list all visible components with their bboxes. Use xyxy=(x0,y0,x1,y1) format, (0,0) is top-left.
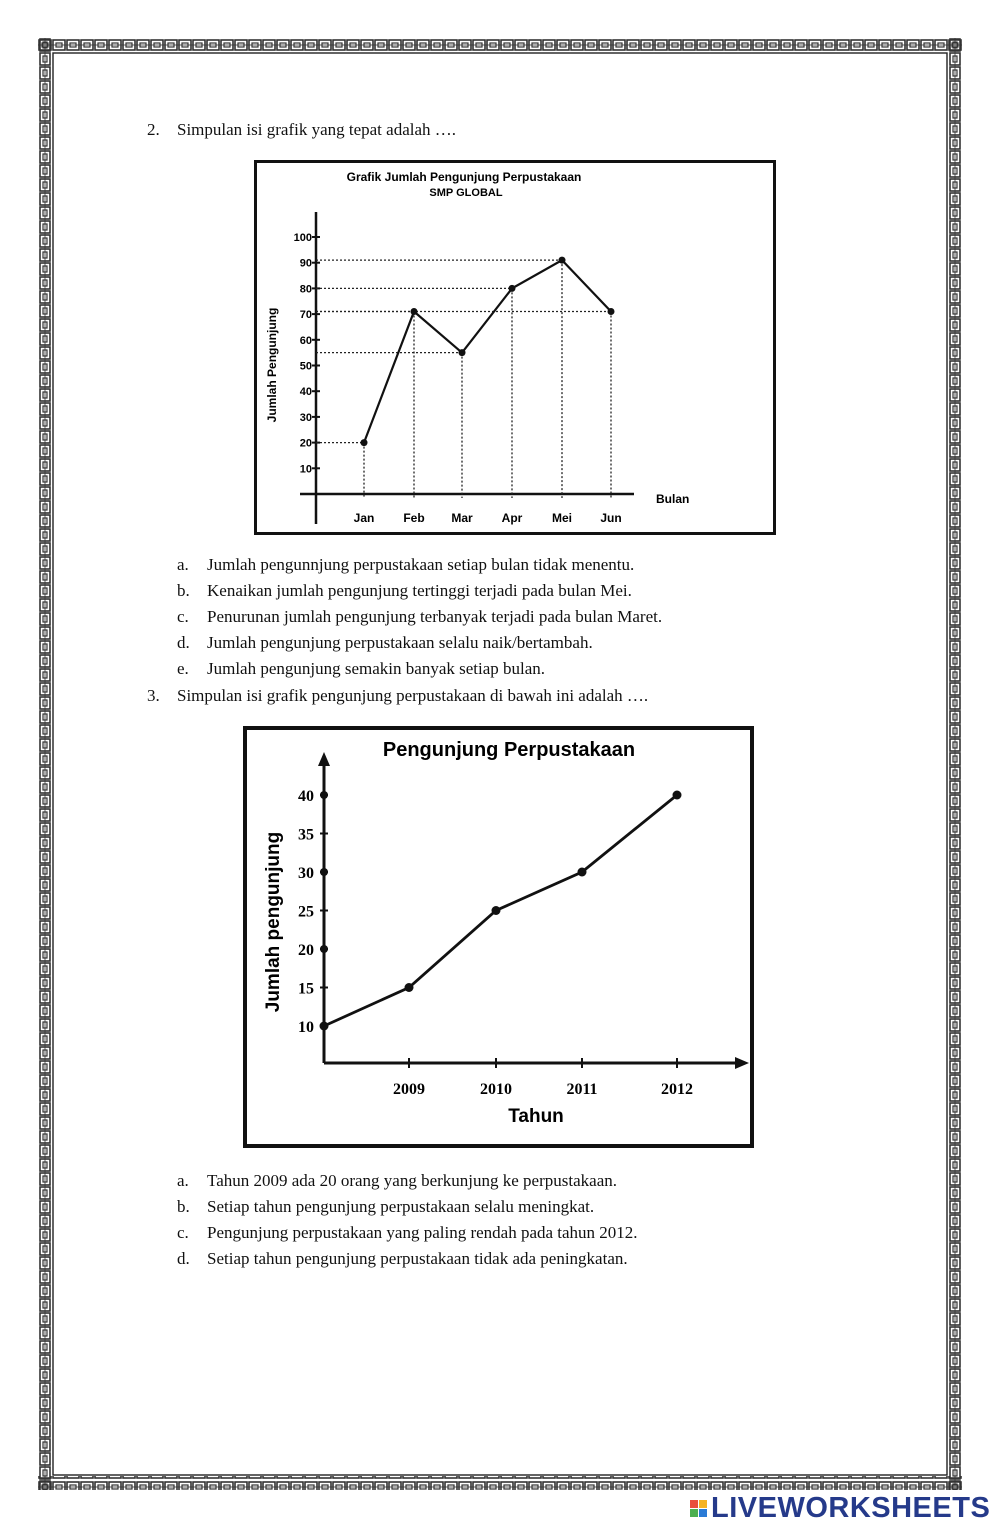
option-letter: a. xyxy=(177,555,189,574)
option-text: Jumlah pengunjung semakin banyak setiap bulan. xyxy=(207,659,546,678)
question-text: Simpulan isi grafik pengunjung perpustakaan di bawah ini adalah …. xyxy=(177,686,649,705)
data-point xyxy=(492,906,501,915)
data-point xyxy=(320,1022,329,1031)
y-tick-label: 25 xyxy=(298,903,314,921)
x-tick-label: 2011 xyxy=(566,1081,598,1098)
x-tick-label: Jun xyxy=(600,511,622,525)
x-tick-label: Feb xyxy=(403,511,425,525)
option-text: Setiap tahun pengunjung perpustakaan tidak ada peningkatan. xyxy=(207,1249,628,1268)
chart-visitors-by-month xyxy=(254,160,776,535)
y-tick-label: 10 xyxy=(298,1019,314,1036)
data-point xyxy=(405,983,414,992)
y-tick-label: 15 xyxy=(298,980,314,998)
question-3 xyxy=(147,686,847,708)
question-number: 2. xyxy=(147,120,160,139)
logo-blocks-icon xyxy=(690,1500,707,1517)
chart-subtitle: SMP GLOBAL xyxy=(429,187,503,199)
data-point xyxy=(411,308,418,315)
x-axis-label: Bulan xyxy=(656,492,690,506)
x-tick-label: 2009 xyxy=(393,1081,425,1098)
option-text: Pengunjung perpustakaan yang paling rendah pada tahun 2012. xyxy=(207,1223,638,1242)
data-point xyxy=(673,791,682,800)
question-number: 3. xyxy=(147,686,160,705)
y-axis-label: Jumlah pengunjung xyxy=(263,831,284,1013)
x-tick-label: Apr xyxy=(501,511,523,525)
y-axis-label: Jumlah Pengunjung xyxy=(265,307,279,423)
chart-border xyxy=(256,162,775,534)
data-point xyxy=(459,349,466,356)
y-tick-label: 40 xyxy=(298,788,314,805)
question-text: Simpulan isi grafik yang tepat adalah …. xyxy=(177,120,457,139)
y-tick-label: 30 xyxy=(298,865,314,882)
x-tick-label: Jan xyxy=(353,511,375,525)
data-point xyxy=(559,257,566,264)
question-2 xyxy=(147,120,847,142)
data-point xyxy=(578,868,587,877)
option-letter: d. xyxy=(177,1249,190,1268)
option-text: Jumlah pengunjung perpustakaan selalu naik/bertambah. xyxy=(207,633,593,652)
option-letter: d. xyxy=(177,633,190,652)
x-tick-label: 2010 xyxy=(480,1081,512,1098)
y-tick-label: 10 xyxy=(299,463,312,476)
y-tick-label: 40 xyxy=(299,386,312,399)
brand-name: LIVEWORKSHEETS xyxy=(711,1491,991,1524)
option-letter: b. xyxy=(177,581,190,600)
option-text: Setiap tahun pengunjung perpustakaan selalu meningkat. xyxy=(207,1197,595,1216)
option-letter: b. xyxy=(177,1197,190,1216)
y-tick-label: 70 xyxy=(299,309,312,322)
chart-visitors-by-year xyxy=(243,726,754,1148)
data-point xyxy=(509,285,516,292)
y-tick-label: 35 xyxy=(298,826,314,844)
data-point xyxy=(608,308,615,315)
option-text: Penurunan jumlah pengunjung terbanyak terjadi pada bulan Maret. xyxy=(207,607,663,626)
option-text: Kenaikan jumlah pengunjung tertinggi terjadi pada bulan Mei. xyxy=(207,581,632,600)
y-tick-label: 30 xyxy=(299,411,312,424)
y-tick-label: 20 xyxy=(299,437,312,450)
x-tick-label: Mar xyxy=(451,511,473,525)
line-chart-svg xyxy=(254,160,776,535)
x-axis-label: Tahun xyxy=(508,1106,564,1127)
y-tick-label: 20 xyxy=(298,942,314,959)
x-tick-label: 2012 xyxy=(661,1081,693,1098)
y-tick-label: 100 xyxy=(293,232,312,244)
option-letter: e. xyxy=(177,659,189,678)
y-tick-label: 60 xyxy=(299,334,312,347)
y-tick-label: 90 xyxy=(299,257,312,270)
x-tick-label: Mei xyxy=(551,511,573,525)
option-letter: a. xyxy=(177,1171,189,1190)
chart-title: Pengunjung Perpustakaan xyxy=(382,739,636,761)
y-tick-label: 50 xyxy=(299,360,312,373)
option-text: Jumlah pengunnjung perpustakaan setiap bulan tidak menentu. xyxy=(207,555,635,574)
chart-title: Grafik Jumlah Pengunjung Perpustakaan xyxy=(346,170,582,184)
data-point xyxy=(361,439,368,446)
option-text: Tahun 2009 ada 20 orang yang berkunjung ke perpustakaan. xyxy=(207,1171,617,1190)
option-letter: c. xyxy=(177,1223,189,1242)
y-tick-label: 80 xyxy=(299,283,312,296)
y-axis-marker xyxy=(320,945,328,953)
option-letter: c. xyxy=(177,607,189,626)
liveworksheets-logo[interactable] xyxy=(690,1490,990,1526)
y-axis-marker xyxy=(320,868,328,876)
y-axis-marker xyxy=(320,791,328,799)
line-chart-svg xyxy=(243,726,754,1148)
